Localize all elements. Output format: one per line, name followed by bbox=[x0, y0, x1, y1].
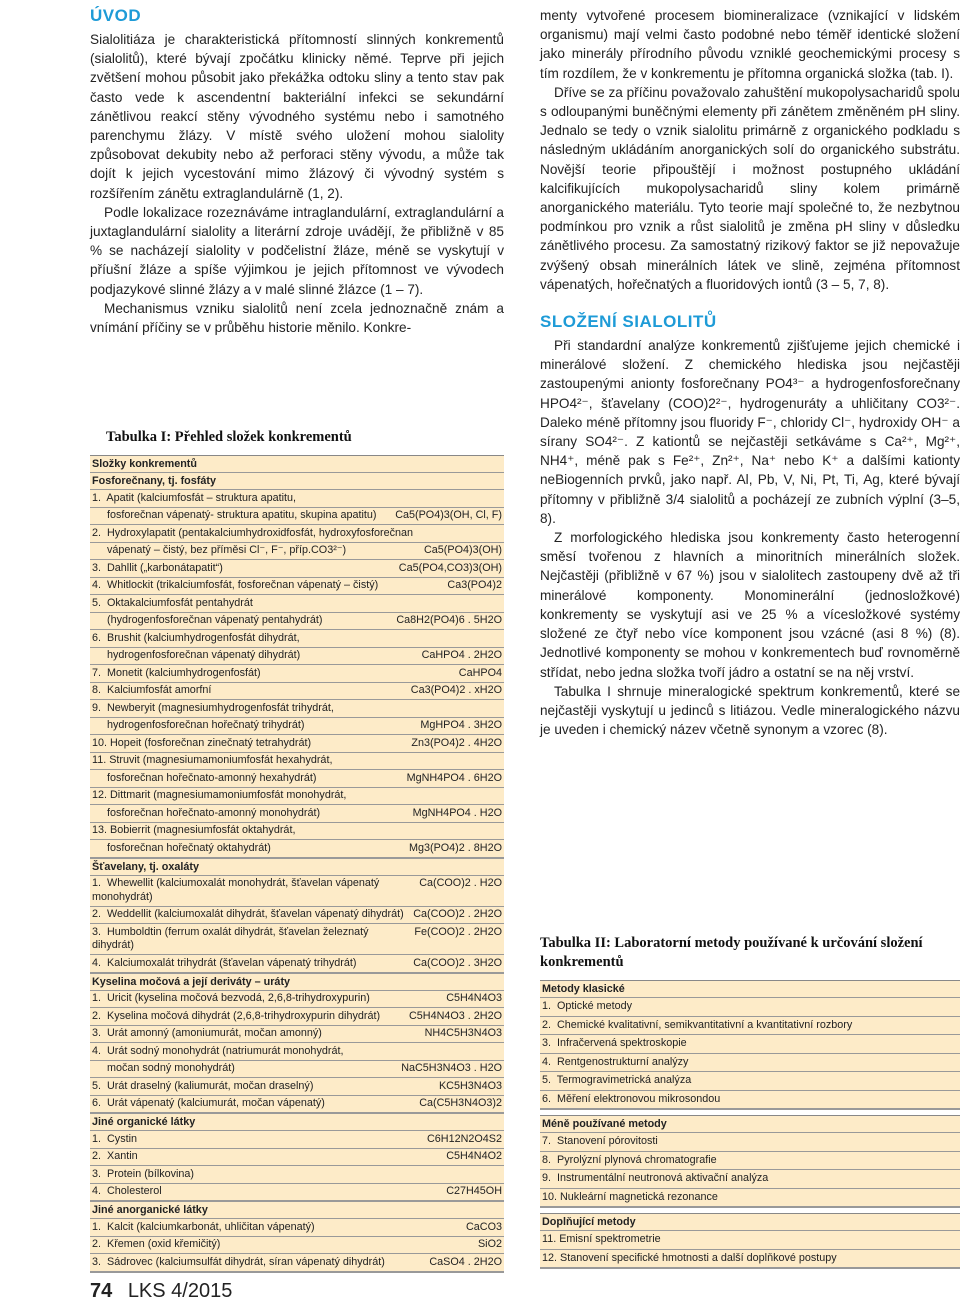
table-row bbox=[90, 1096, 504, 1114]
paragraph: Dříve se za příčinu považovalo zahuštění mukopolysacharidů spolu s odloupanými buněčnými elementy při zánětem změněném pH sliny. Jednalo se tedy o vznik sialolitu primárně z organického podkladu s následným ukládáním anorganických solí do organického substrátu. Novější teorie připouštějí i možnost postupného ukládání kalcifikujících mukopolysacharidů sliny kolem primárně anorganického materiálu. Tyto teorie mají společné to, že nezbytnou podmínkou pro vznik a růst sialolitů je změna pH sliny v důsledku zánětlivého procesu. Za samostatný rizikový faktor se již nepovažuje zvýšený obsah minerálních látek ve slině, zejména přítomnost vápenatých, hořečnatých a fluoridových iontů (3 – 5, 7, 8). bbox=[540, 84, 960, 292]
right-body-top bbox=[540, 6, 960, 294]
table-row bbox=[90, 648, 504, 666]
row-name: 2. Křemen (oxid křemičitý) bbox=[92, 1238, 221, 1250]
table-row bbox=[90, 788, 504, 806]
table-row bbox=[90, 770, 504, 788]
table-row bbox=[90, 991, 504, 1009]
row-name: 11. Emisní spektrometrie bbox=[542, 1233, 661, 1245]
row-name: 7. Monetit (kalciumhydrogenfosfát) bbox=[92, 666, 261, 679]
row-formula: Ca3(PO4)2 bbox=[447, 579, 502, 591]
table-row bbox=[90, 1254, 504, 1272]
table-row bbox=[90, 508, 504, 526]
row-name: 3. Protein (bílkovina) bbox=[92, 1167, 195, 1180]
row-formula: Ca8H2(PO4)6 . 5H2O bbox=[396, 614, 502, 626]
row-formula: Ca(COO)2 . 3H2O bbox=[413, 956, 502, 969]
row-name: 1. Optické metody bbox=[542, 1000, 633, 1012]
row-name: 4. Kalciumoxalát trihydrát (šťavelan vápenatý trihydrát) bbox=[92, 956, 357, 969]
row-name: 5. Termogravimetrická analýza bbox=[542, 1074, 692, 1086]
table-row bbox=[540, 1189, 960, 1208]
paragraph: Podle lokalizace rozeznáváme intraglandulární, extraglandulární a juxtaglandulární sialolity a literární zdroje uvádějí, že přibližně v 85 % se nacházejí sialolity v podčelistní žláze, méně se vyskytují v příušní žláze a spíše výjimkou je jejich přítomnost ve vývodech podjazykové slinné žlázy a v malé slinné žlázce (1 – 7). bbox=[90, 204, 504, 297]
row-name: 1. Kalcit (kalciumkarbonát, uhličitan vápenatý) bbox=[92, 1220, 315, 1233]
table-1 bbox=[90, 428, 504, 1273]
table-row bbox=[90, 683, 504, 701]
section-header: Metody klasické bbox=[540, 981, 960, 998]
row-name: (hydrogenfosforečnan vápenatý pentahydrát) bbox=[92, 614, 323, 626]
row-name: 3. Urát amonný (amoniumurát, močan amonný) bbox=[92, 1027, 322, 1039]
row-name: 5. Oktakalciumfosfát pentahydrát bbox=[92, 596, 253, 609]
table-row bbox=[90, 753, 504, 771]
table-row bbox=[90, 1237, 504, 1255]
row-formula: Zn3(PO4)2 . 4H2O bbox=[411, 736, 502, 749]
row-formula: CaCO3 bbox=[465, 1220, 502, 1233]
paragraph: menty vytvořené procesem biomineralizace (vznikající v lidském organismu) mají velmi často podobné nebo téměř identické složení jako minerály přírodního původu vzniklé geochemickými procesy s tím rozdílem, že v konkrementu je přítomna organická složka (tab. I). bbox=[540, 8, 960, 81]
left-column bbox=[90, 0, 504, 1268]
table-section bbox=[90, 1202, 504, 1273]
row-name: hydrogenfosforečnan vápenatý dihydrát) bbox=[92, 649, 301, 661]
row-name: 4. Cholesterol bbox=[92, 1185, 162, 1197]
paragraph: Sialolitiáza je charakteristická přítomností slinných konkrementů (sialolitů), které bývají zpočátku klinicky němé. Teprve při jejich zvětšení mohou působit jako překážka odtoku sliny a tento stav pak často vede k ascendentní bakteriální infekci se sekundární zánětlivou reakcí stěny vývodného systému nebo i samotného parenchymu žlázy. V místě svého uložení mohou sialolity způsobovat dekubity nebo až perforaci stěny vývodu, a může tak dojít k jejich vycestování mimo žlázový či vývodný systém s rozšířením zánětu extraglandulárně (1, 2). bbox=[90, 32, 504, 201]
row-formula: MgNH4PO4 . H2O bbox=[412, 806, 502, 819]
table-row bbox=[90, 560, 504, 578]
row-name: 7. Stanovení pórovitosti bbox=[542, 1135, 658, 1147]
table-row bbox=[90, 735, 504, 753]
right-column bbox=[540, 0, 960, 1264]
table-row bbox=[90, 700, 504, 718]
row-formula: Fe(COO)2 . 2H2O bbox=[414, 925, 502, 938]
table-section bbox=[90, 859, 504, 974]
row-formula: C5H4N4O3 . 2H2O bbox=[408, 1009, 502, 1022]
row-formula: MgNH4PO4 . 6H2O bbox=[406, 771, 502, 784]
table-row bbox=[90, 823, 504, 841]
row-formula: SiO2 bbox=[477, 1238, 502, 1250]
row-name: 5. Urát draselný (kaliumurát, močan draselný) bbox=[92, 1079, 314, 1092]
table-row bbox=[90, 876, 504, 907]
section-header: Jiné organické látky bbox=[90, 1114, 504, 1131]
row-formula: Ca(COO)2 . H2O bbox=[419, 877, 502, 889]
row-formula: Ca5(PO4,CO3)3(OH) bbox=[398, 561, 502, 574]
row-name: 2. Weddellit (kalciumoxalát dihydrát, šťavelan vápenatý dihydrát) bbox=[92, 908, 404, 920]
table-row bbox=[90, 490, 504, 508]
row-formula: KC5H3N4O3 bbox=[438, 1079, 502, 1092]
table-row bbox=[90, 840, 504, 858]
row-name: 1. Apatit (kalciumfosfát – struktura apatitu, bbox=[92, 491, 297, 504]
table-section bbox=[90, 1114, 504, 1202]
row-name: 6. Urát vápenatý (kalciumurát, močan vápenatý) bbox=[92, 1097, 325, 1109]
row-name: 2. Kyselina močová dihydrát (2,6,8-trihydroxypurin dihydrát) bbox=[92, 1009, 381, 1022]
table-row bbox=[90, 805, 504, 823]
table-section bbox=[540, 1213, 960, 1269]
row-name: 2. Chemické kvalitativní, semikvantitativní a kvantitativní rozbory bbox=[542, 1018, 853, 1031]
page-footer bbox=[90, 1280, 232, 1303]
table-row bbox=[90, 613, 504, 631]
table-row bbox=[90, 1149, 504, 1167]
table-row bbox=[540, 1250, 960, 1269]
table-row bbox=[540, 1133, 960, 1152]
row-name: 1. Cystin bbox=[92, 1132, 138, 1145]
right-body-bottom bbox=[540, 336, 960, 739]
table-row bbox=[90, 525, 504, 543]
table-row bbox=[90, 1078, 504, 1096]
row-formula: Ca(C5H3N4O3)2 bbox=[419, 1097, 502, 1109]
row-name: 9. Newberyit (magnesiumhydrogenfosfát trihydrát, bbox=[92, 701, 334, 714]
row-name: hydrogenfosforečnan hořečnatý trihydrát) bbox=[92, 719, 305, 731]
heading-slozeni: SLOŽENÍ SIALOLITŮ bbox=[540, 312, 717, 332]
row-name: 12. Dittmarit (magnesiumamoniumfosfát monohydrát, bbox=[92, 789, 347, 801]
table-section bbox=[90, 974, 504, 1115]
row-name: 3. Sádrovec (kalciumsulfát dihydrát, síran vápenatý dihydrát) bbox=[92, 1255, 385, 1268]
table-1-body bbox=[90, 455, 504, 1273]
section-header: Kyselina močová a její deriváty – uráty bbox=[90, 974, 504, 991]
paragraph: Z morfologického hlediska jsou konkrementy často heterogenní směsí tvořenou z hlavních a minoritních minerálních složek. Nejčastěji (přibližně v 67 %) jsou v sialolitech zastoupeny dvě až tři minerálové komponenty. Monominerální (jednosložkové) konkrementy se vyskytují asi ve 25 % a vícesložkové systémy složené ze čtyř nebo více komponent jsou vzácné (asi 8 %) (8). Jednotlivé komponenty se mohou v konkrementech buď rovnoměrně střídat, nebo jedna složka tvoří jádro a ostatní se na něj vrství. bbox=[540, 530, 960, 680]
row-formula: CaSO4 . 2H2O bbox=[429, 1255, 502, 1268]
row-name: 9. Instrumentální neutronová aktivační analýza bbox=[542, 1172, 769, 1184]
table-row bbox=[540, 1035, 960, 1054]
row-name: 3. Humboldtin (ferrum oxalát dihydrát, šťavelan železnatý dihydrát) bbox=[92, 925, 372, 951]
table-row bbox=[90, 924, 504, 955]
row-name: 6. Měření elektronovou mikrosondou bbox=[542, 1092, 721, 1105]
row-formula: C6H12N2O4S2 bbox=[426, 1132, 502, 1145]
table-row bbox=[90, 1008, 504, 1026]
table-row bbox=[540, 1072, 960, 1091]
row-name: fosforečnan vápenatý- struktura apatitu, skupina apatitu) bbox=[92, 509, 377, 521]
row-name: 2. Hydroxylapatit (pentakalciumhydroxidfosfát, hydroxyfosforečnan bbox=[92, 526, 414, 539]
table-row bbox=[540, 1091, 960, 1110]
table-row bbox=[90, 1131, 504, 1149]
table-row bbox=[90, 1026, 504, 1044]
section-header: Doplňující metody bbox=[540, 1214, 960, 1231]
row-name: 4. Urát sodný monohydrát (natriumurát monohydrát, bbox=[92, 1044, 344, 1057]
table-row bbox=[90, 1043, 504, 1061]
table-row bbox=[90, 955, 504, 973]
table-row bbox=[90, 665, 504, 683]
row-name: 4. Rentgenostrukturní analýzy bbox=[542, 1055, 689, 1068]
row-formula: NH4C5H3N4O3 bbox=[424, 1027, 502, 1039]
table-row bbox=[90, 1166, 504, 1184]
row-name: 13. Bobierrit (magnesiumfosfát oktahydrát, bbox=[92, 824, 296, 836]
row-name: 3. Infračervená spektroskopie bbox=[542, 1037, 687, 1049]
row-name: 11. Struvit (magnesiumamoniumfosfát hexahydrát, bbox=[92, 754, 333, 766]
table-row bbox=[90, 1061, 504, 1079]
table-row bbox=[90, 578, 504, 596]
left-body bbox=[90, 30, 504, 337]
row-name: 12. Stanovení specifické hmotnosti a další doplňkové postupy bbox=[542, 1251, 837, 1264]
table-2-body bbox=[540, 980, 960, 1269]
section-header: Šťavelany, tj. oxaláty bbox=[90, 859, 504, 876]
table-2 bbox=[540, 934, 960, 1274]
page-number: 74 bbox=[90, 1280, 113, 1302]
row-name: fosforečnan hořečnato-amonný hexahydrát) bbox=[92, 771, 317, 784]
table-row bbox=[540, 1054, 960, 1073]
table-row bbox=[540, 998, 960, 1017]
row-name: vápenatý – čistý, bez příměsi Cl⁻, F⁻, příp.CO3²⁻) bbox=[92, 544, 347, 556]
table-row bbox=[90, 907, 504, 925]
row-name: fosforečnan hořečnatý oktahydrát) bbox=[92, 841, 271, 854]
row-name: močan sodný monohydrát) bbox=[92, 1062, 235, 1074]
row-formula: Ca5(PO4)3(OH, Cl, F) bbox=[395, 509, 502, 521]
table-section bbox=[540, 1115, 960, 1208]
table-section bbox=[540, 980, 960, 1110]
row-formula: C27H45OH bbox=[446, 1185, 502, 1197]
section-header: Jiné anorganické látky bbox=[90, 1202, 504, 1219]
row-name: 1. Whewellit (kalciumoxalát monohydrát, šťavelan vápenatý monohydrát) bbox=[92, 877, 383, 903]
paragraph: Tabulka I shrnuje mineralogické spektrum konkrementů, které se nejčastěji vyskytují u jedinců s litiázou. Vedle mineralogického názvu je uveden i chemický název včetně synonym a vzorec (8). bbox=[540, 683, 960, 738]
heading-uvod: ÚVOD bbox=[90, 6, 142, 25]
row-name: fosforečnan hořečnato-amonný monohydrát) bbox=[92, 806, 321, 819]
row-formula: CaHPO4 . 2H2O bbox=[421, 649, 502, 661]
table-row bbox=[90, 630, 504, 648]
table-row bbox=[540, 1152, 960, 1171]
paragraph: Při standardní analýze konkrementů zjišťujeme jejich chemické i minerálové složení. Z chemického hlediska jsou nejčastěji zastoupenými anionty fosforečnany PO4³⁻ a hydrogenfosforečnany HPO4²⁻, šťavelany (COO)2²⁻, hydrogenuráty a uhličitany CO3²⁻. Daleko méně přítomny jsou fluoridy F⁻, chloridy Cl⁻, hydroxidy OH⁻ a sírany SO4²⁻. Z kationtů se nejčastěji setkáváme s Ca²⁺, Mg²⁺, NH4⁺, méně pak s Fe²⁺, Zn²⁺, Na⁺ nebo K⁺ a dalšími kationty neBiogenních prvků, jako např. Al, Pb, V, Ni, Pt, Ti, Ag, které bývají přítomny v přibližně 3/4 sialolitů a pocházejí ze zubních výplní (3–5, 8). bbox=[540, 338, 960, 526]
row-name: 10. Hopeit (fosforečnan zinečnatý tetrahydrát) bbox=[92, 736, 312, 749]
table-row bbox=[90, 1219, 504, 1237]
row-formula: MgHPO4 . 3H2O bbox=[420, 719, 502, 731]
row-formula: Ca5(PO4)3(OH) bbox=[424, 544, 502, 556]
table-row bbox=[90, 718, 504, 736]
row-name: 4. Whitlockit (trikalciumfosfát, fosforečnan vápenatý – čistý) bbox=[92, 579, 379, 591]
row-formula: Ca3(PO4)2 . xH2O bbox=[410, 684, 502, 696]
row-formula: C5H4N4O3 bbox=[446, 992, 502, 1004]
row-name: 8. Kalciumfosfát amorfní bbox=[92, 684, 212, 696]
row-name: 1. Uricit (kyselina močová bezvodá, 2,6,8-trihydroxypurin) bbox=[92, 992, 370, 1004]
table-row bbox=[90, 1184, 504, 1202]
row-formula: Ca(COO)2 . 2H2O bbox=[413, 908, 502, 920]
section-header: Méně používané metody bbox=[540, 1116, 960, 1133]
paragraph: Mechanismus vzniku sialolitů není zcela jednoznačně znám a vnímání příčiny se v průběhu historie měnilo. Konkre- bbox=[90, 300, 504, 336]
row-name: 6. Brushit (kalciumhydrogenfosfát dihydrát, bbox=[92, 631, 300, 644]
table-1-caption: Tabulka I: Přehled složek konkrementů bbox=[106, 429, 352, 445]
table-2-caption: Tabulka II: Laboratorní metody používané k určování složení konkrementů bbox=[540, 935, 923, 970]
table-row bbox=[540, 1170, 960, 1189]
table-row bbox=[90, 595, 504, 613]
table-1-header: Složky konkrementů bbox=[90, 456, 504, 473]
row-formula: Mg3(PO4)2 . 8H2O bbox=[408, 841, 502, 854]
journal-issue: LKS 4/2015 bbox=[127, 1280, 233, 1302]
row-name: 8. Pyrolýzní plynová chromatografie bbox=[542, 1153, 717, 1166]
table-row bbox=[540, 1017, 960, 1036]
table-row bbox=[540, 1231, 960, 1250]
row-name: 2. Xantin bbox=[92, 1150, 138, 1162]
row-formula: NaC5H3N4O3 . H2O bbox=[401, 1062, 502, 1074]
row-name: 3. Dahllit („karbonátapatit“) bbox=[92, 561, 223, 574]
table-row bbox=[90, 543, 504, 561]
section-header: Fosforečnany, tj. fosfáty bbox=[90, 473, 504, 490]
row-formula: C5H4N4O2 bbox=[446, 1150, 502, 1162]
row-formula: CaHPO4 bbox=[458, 666, 502, 679]
row-name: 10. Nukleární magnetická rezonance bbox=[542, 1190, 718, 1203]
table-section bbox=[90, 473, 504, 859]
